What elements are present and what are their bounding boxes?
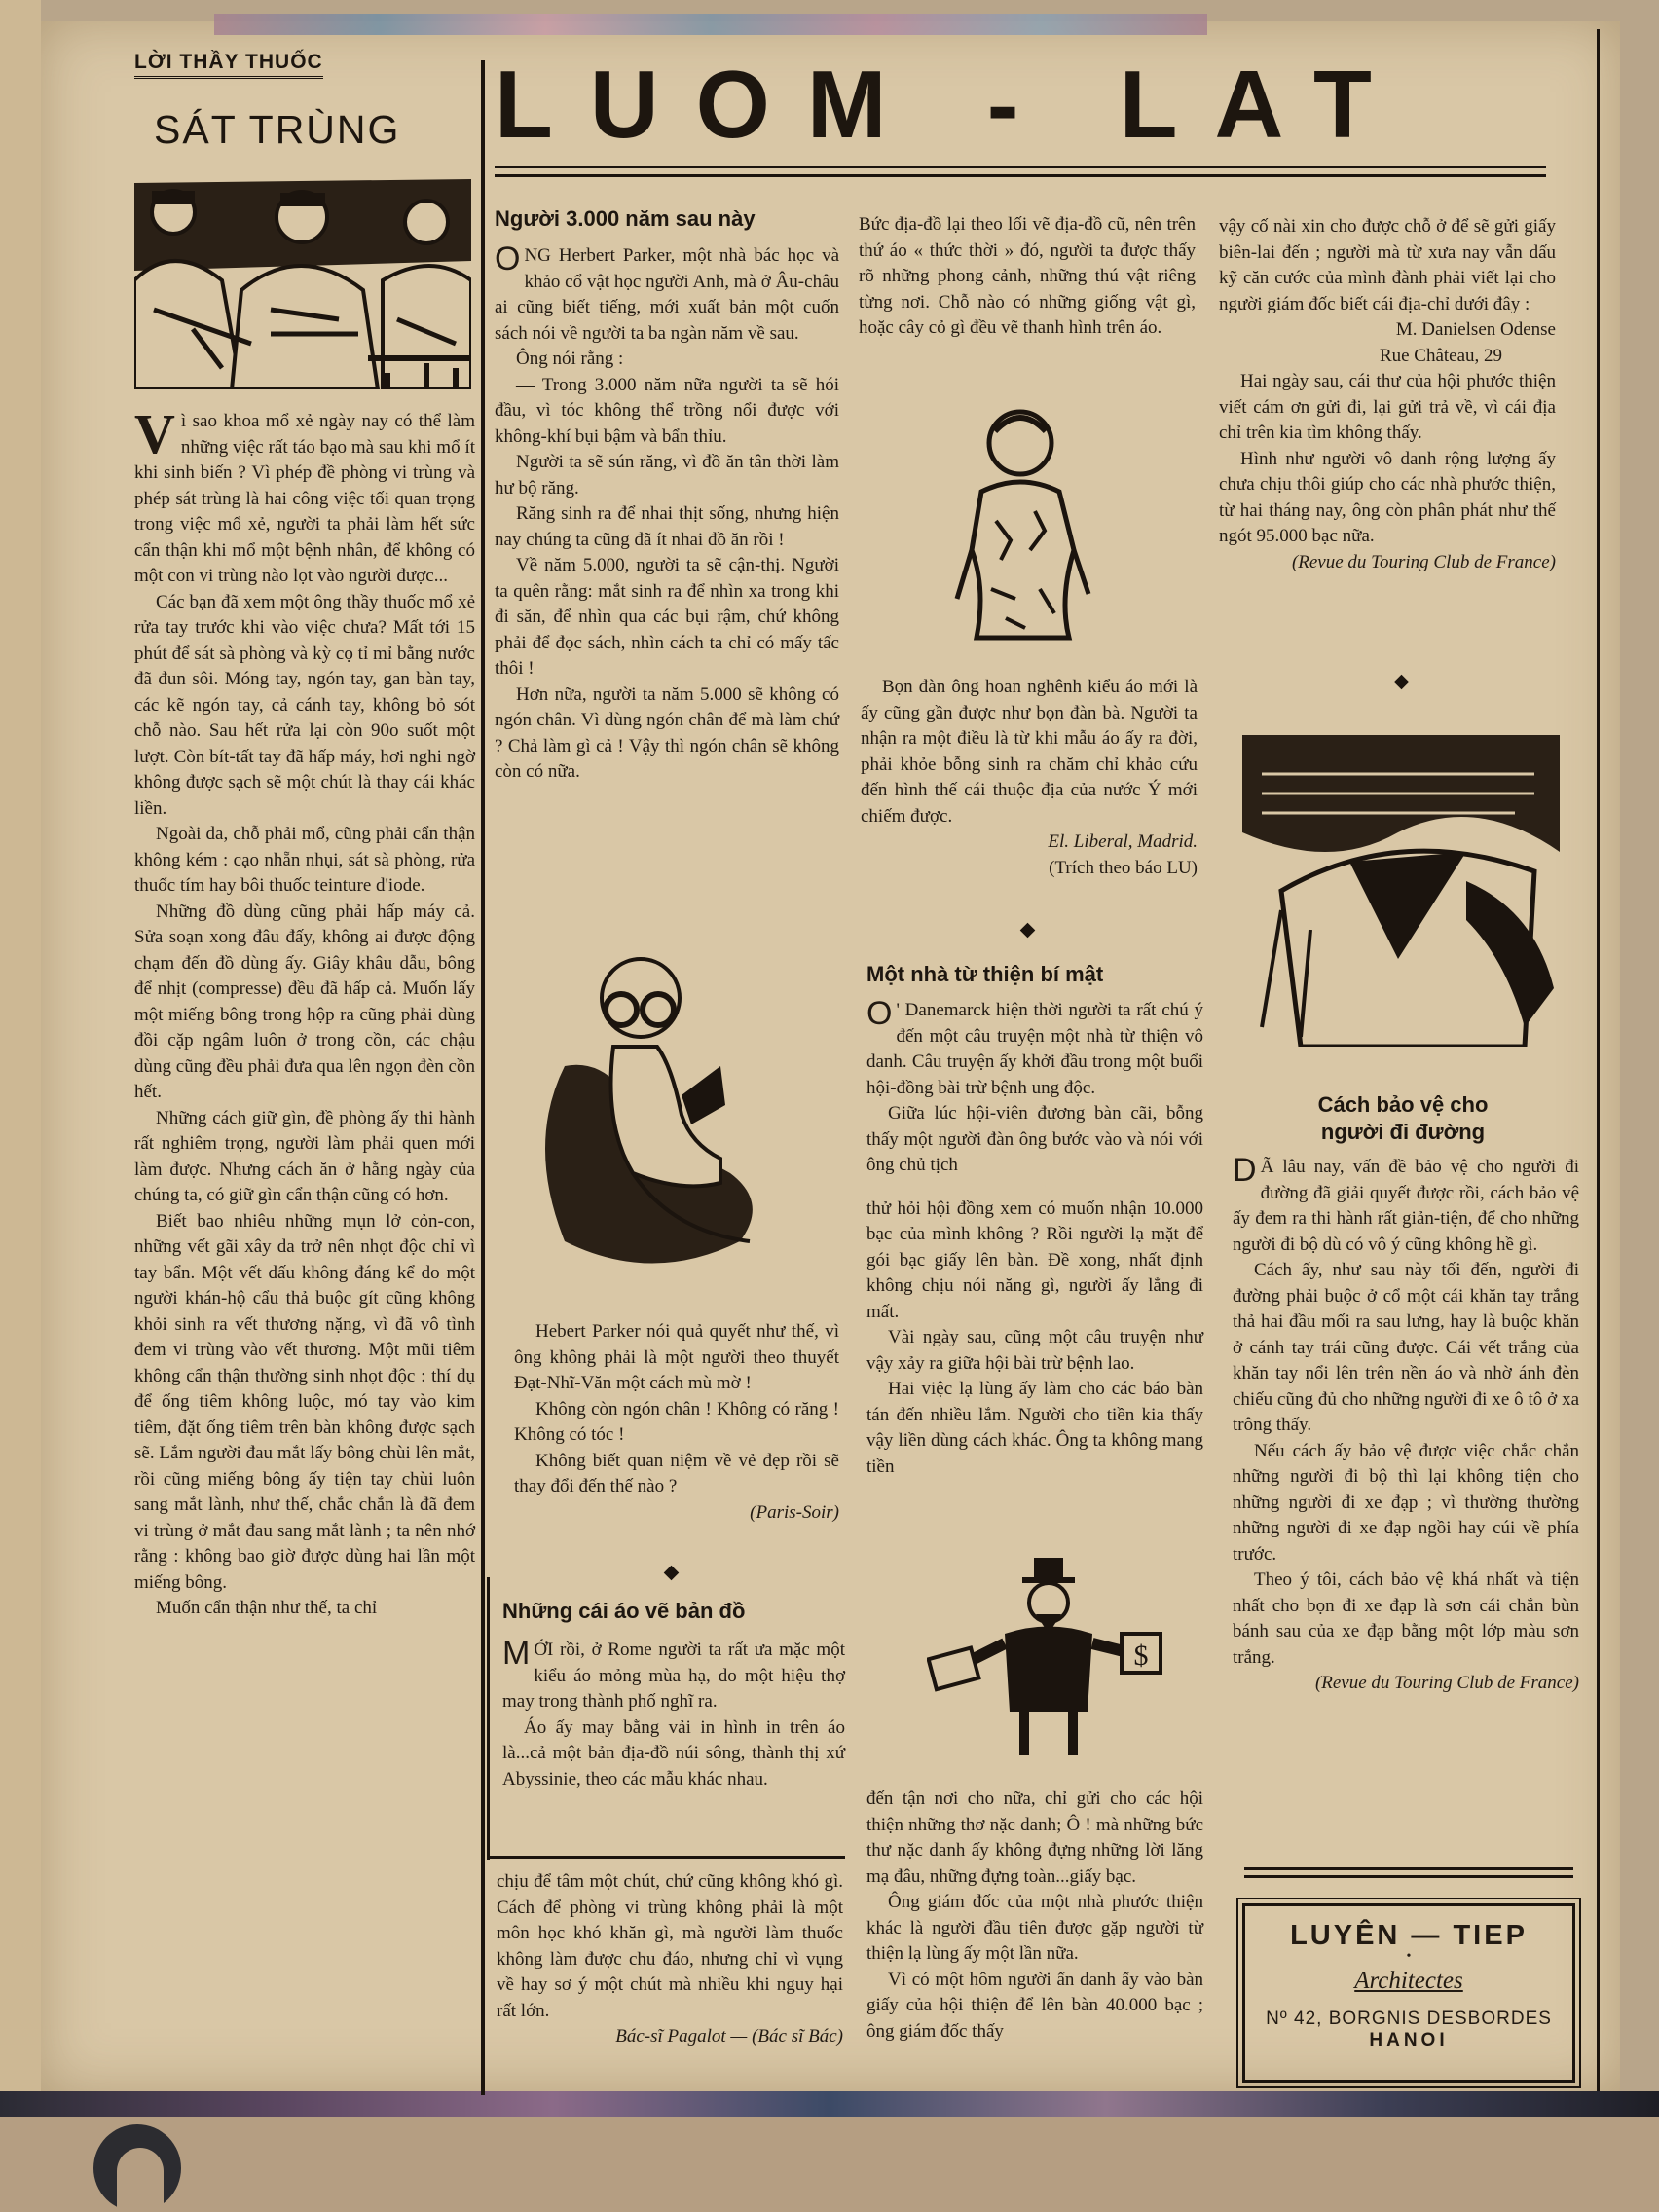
source-paris-soir: (Paris-Soir) bbox=[750, 1501, 839, 1523]
paragraph: vậy cố nài xin cho được chỗ ở để sẽ gửi giấy biên-lai đến ; người mà từ xưa nay vẫn dấu kỹ căn cước của mình đành phải viết lại cho người giám đốc biết cái địa-chỉ dưới đây : bbox=[1219, 216, 1556, 314]
paragraph: Hebert Parker nói quả quyết như thế, vì ông không phải là một người theo thuyết Đạt-Nhĩ-Văn một cách mù mờ ! bbox=[514, 1321, 839, 1393]
paragraph: Những cách giữ gìn, đề phòng ấy thi hành rất nghiêm trọng, người làm phải quen mới làm được. Nhưng cách ăn ở hằng ngày của chúng ta, có giữ gìn cẩn thận cũng có hơn. bbox=[134, 1107, 475, 1205]
article-title-bao-ve-line2: người đi đường bbox=[1320, 1120, 1486, 1144]
column-rule-1 bbox=[481, 60, 485, 2095]
article-body-ao-ban-do-cont2 bbox=[861, 675, 1198, 881]
paragraph: ì sao khoa mổ xẻ ngày nay có thể làm những việc rất táo bạo mà sau khi mổ ít khi sinh biến ? Vì phép đề phòng vi trùng và phép sát trùng là hai công việc tối quan trọng trong việc mổ xẻ, người ta phải làm hết sức cẩn thận khi mổ một bệnh nhân, để không có một con vi trùng nào lọt vào người được... bbox=[134, 411, 475, 586]
column-kicker: LỜI THẦY THUỐC bbox=[134, 51, 323, 79]
paragraph: Hai ngày sau, cái thư của hội phước thiện viết cám ơn gửi đi, lại gửi trả về, vì cái địa chỉ trên kia tìm không thấy. bbox=[1219, 371, 1556, 443]
desk-surface bbox=[0, 2117, 1659, 2212]
ad-dot: • bbox=[1406, 1949, 1412, 1964]
masthead-wavy-rule bbox=[495, 166, 1546, 177]
paragraph: Ã lâu nay, vấn đề bảo vệ cho người đi đường đã giải quyết được rồi, cách bảo vệ ấy đem ra thi hành rất giản-tiện, để cho những người đi bộ dù có vô ý cũng không hề gì. bbox=[1233, 1157, 1579, 1255]
dropcap-v: V bbox=[134, 402, 175, 465]
paragraph: đến tận nơi cho nữa, chỉ gửi cho các hội thiện những thơ nặc danh; Ô ! mà những bức thư nặc danh ấy không đựng những lời lăng mạ đâu, những đựng toàn...giấy bạc. bbox=[866, 1788, 1203, 1887]
paragraph: Muốn cẩn thận như thế, ta chỉ bbox=[156, 1598, 378, 1618]
paragraph: Hơn nữa, người ta năm 5.000 sẽ không có ngón chân. Vì dùng ngón chân để mà làm chứ ? Chả làm gì cả ! Vậy thì ngón chân sẽ không còn có nữa. bbox=[495, 683, 839, 782]
source-trich-lu: (Trích theo báo LU) bbox=[1049, 857, 1198, 878]
column-rule-4 bbox=[1597, 29, 1600, 2091]
page-edge bbox=[0, 0, 41, 2103]
paragraph: Ông nói rằng : bbox=[516, 349, 624, 369]
paragraph: Biết bao nhiêu những mụn lở cỏn-con, những vết gãi xây da trở nên nhọt độc chỉ vì tay bẩn. Một vết dấu không đáng kể do một người khán-hộ cẩu thả buộc gít cũng không khỏi sinh ra vết thương nặng, vì đã vô tình đem vi trùng vào vết thương. Một mũi tiêm không cẩn thận thường sinh nhọt độc : thí dụ để ống tiêm không luộc, mó tay vào kim tiêm, đặt ống tiêm trên bàn không được sạch sẽ. Lắm người đau mắt lấy bông chùi lên mắt, rồi cũng miếng bông ấy tiện tay chùi luôn sang mắt lành, như thế, chắc chắn là đã đem vi trùng ở mắt đau sang mắt lành ; ta nên nhớ rằng : không bao giờ được dùng hai lần một miếng bông. bbox=[134, 1210, 475, 1593]
paragraph: Vì có một hôm người ẩn danh ấy vào bàn giấy của hội thiện để lên bàn 40.000 bạc ; ông giám đốc thấy bbox=[866, 1969, 1203, 2042]
source-bac-si: Bác-sĩ Pagalot — (Bác sĩ Bác) bbox=[615, 2026, 843, 2046]
marbled-binding-bottom bbox=[0, 2091, 1659, 2117]
article-body-ao-ban-do bbox=[502, 1635, 845, 1792]
paragraph: Hai việc lạ lùng ấy làm cho các báo bàn tán đến nhiều lắm. Người cho tiền kia thấy vậy liền dùng cách khác. Ông ta không mang tiền bbox=[866, 1379, 1203, 1477]
article-body-ao-ban-do-cont bbox=[859, 212, 1196, 342]
article-body-tu-thien-cont bbox=[866, 1787, 1203, 2045]
article-title-bao-ve-line1: Cách bảo vệ cho bbox=[1317, 1092, 1489, 1117]
paragraph: Nếu cách ấy bảo vệ được việc chắc chắn những người đi bộ thì lại không tiện cho những người đi xe đạp ; vì thường thường những người đi xe đạp ngồi hay cúi về phía trước. bbox=[1233, 1440, 1579, 1565]
paragraph: Không biết quan niệm về vẻ đẹp rồi sẽ thay đổi đến thế nào ? bbox=[514, 1450, 839, 1496]
article-body-nguoi-3000 bbox=[495, 240, 839, 786]
box-rule-left bbox=[487, 1577, 490, 1860]
binder-ring-hole bbox=[117, 2148, 164, 2212]
paragraph: Bọn đàn ông hoan nghênh kiểu áo mới là ấy cũng gần được như bọn đàn bà. Người ta nhận ra một điều là từ khi mẫu áo ấy ra đời, phải khỏe bỗng sinh ra chăm chỉ khảo cứu đến hình thế cái thuộc địa của nước Ý mới chiếm được. bbox=[861, 677, 1198, 827]
paragraph: Những đồ dùng cũng phải hấp máy cả. Sửa soạn xong đâu đấy, không ai được động chạm đến đồ dùng ấy. Giây khâu dẫu, bông để nhịt (compresse) đều đã hấp cả. Muốn lấy một miếng bông trong hộp ra cũng phải dùng đồi cặp ngâm luôn ở trong cồn, các chậu dùng cũng đều phải đưa qua lên ngọn đèn cồn hết. bbox=[134, 901, 475, 1102]
ad-city: HANOI bbox=[1369, 2030, 1449, 2050]
paragraph: ' Danemarck hiện thời người ta rất chú ý đến một câu truyện một nhà từ thiện vô danh. Câu truyện ấy khởi đầu trong một buổi hội-đồng bài trừ bệnh ung độc. bbox=[866, 1000, 1203, 1098]
woman-in-map-dress-illustration bbox=[952, 404, 1098, 647]
marbled-binding-top bbox=[214, 14, 1207, 35]
address-line-2: Rue Château, 29 bbox=[1379, 345, 1503, 366]
article-body-sat-trung-cont bbox=[497, 1869, 843, 2050]
article-body-sat-trung bbox=[134, 402, 475, 1622]
ad-role: Architectes bbox=[1354, 1968, 1463, 1994]
paragraph: Vài ngày sau, cũng một câu truyện như vậy xảy ra giữa hội bài trừ bệnh lao. bbox=[866, 1327, 1203, 1374]
man-with-banknotes-illustration bbox=[927, 1556, 1170, 1760]
source-el-liberal: El. Liberal, Madrid. bbox=[1048, 831, 1198, 852]
svg-text:$: $ bbox=[1133, 1640, 1149, 1672]
article-title-ao-ban-do: Những cái áo vẽ bản đồ bbox=[502, 1599, 746, 1623]
architects-advertisement bbox=[1242, 1903, 1575, 2083]
article-title-nguoi-3000: Người 3.000 năm sau này bbox=[495, 206, 756, 231]
paragraph: NG Herbert Parker, một nhà bác học và khảo cổ vật học người Anh, mà ở Âu-châu ai cũng biết tiếng, mới xuất bản một cuốn sách nói về người ta ba ngàn năm về sau. bbox=[495, 245, 839, 344]
paragraph: Hình như người vô danh rộng lượng ấy chưa chịu thôi giúp cho các nhà phước thiện, từ hai tháng nay, ông còn phân phát như thế ngót 95.000 bạc nữa. bbox=[1219, 448, 1556, 546]
dropcap-o: O bbox=[866, 995, 893, 1032]
paragraph: thử hỏi hội đồng xem có muốn nhận 10.000 bạc của mình không ? Rồi người lạ mặt để gói bạc giấy lên bàn. Đề xong, nhất định không chịu nói năng gì, người ấy lẳng đi mất. bbox=[866, 1198, 1203, 1322]
paragraph: Răng sinh ra để nhai thịt sống, nhưng hiện nay chúng ta cũng đã ít nhai đồ ăn rồi ! bbox=[495, 503, 839, 550]
cyclist-with-scarf-illustration bbox=[1242, 735, 1560, 1047]
source-revue-touring: (Revue du Touring Club de France) bbox=[1314, 1673, 1579, 1693]
ad-address: Nº 42, BORGNIS DESBORDES bbox=[1266, 2009, 1552, 2029]
paragraph: Ngoài da, chỗ phải mổ, cũng phải cẩn thận không kém : cạo nhẵn nhụi, sát sà phòng, rửa thuốc tím hay bôi thuốc teinture d'iode. bbox=[134, 824, 475, 896]
paragraph: chịu để tâm một chút, chứ cũng không khó gì. Cách để phòng vi trùng không phải là một môn học khó khăn gì, mà người làm thuốc không làm được chu đáo, nhưng chỉ vì vụng về hay sơ ý một chút mà nhiều khi nguy hại rất lớn. bbox=[497, 1871, 843, 2021]
article-body-tu-thien bbox=[866, 995, 1203, 1480]
paragraph: Bức địa-đồ lại theo lối vẽ địa-đồ cũ, nên trên thứ áo « thức thời » đó, người ta được thấy rõ những phong cảnh, những thú vật riêng từng nơi. Chỗ nào có những giống vật gì, hoặc cây cỏ gì đều vẽ thanh hình trên áo. bbox=[859, 214, 1196, 338]
paragraph: Áo ấy may bằng vải in hình in trên áo là...cả một bản địa-đồ núi sông, thành thị xứ Abyssinie, theo các mẫu khác nhau. bbox=[502, 1716, 845, 1789]
dropcap-o: O bbox=[495, 240, 521, 277]
paragraph: Về năm 5.000, người ta sẽ cận-thị. Người ta quên rằng: mắt sinh ra để nhìn xa trong khi đi săn, để nhìn qua các bụi rậm, chứ không phải để đọc sách, nhìn cách ta chỉ có mấy tấc thôi ! bbox=[495, 555, 839, 679]
paragraph: ỚI rồi, ở Rome người ta rất ưa mặc một kiểu áo mỏng mùa hạ, do một hiệu thợ may trong thành phố nghĩ ra. bbox=[502, 1640, 845, 1712]
source-miroir-du-monde: (Revue du Touring Club de France) bbox=[1291, 551, 1556, 572]
ad-name: LUYÊN — TIEP bbox=[1290, 1920, 1528, 1951]
bald-man-reading-illustration bbox=[526, 949, 818, 1285]
masthead-title: LUOM - LAT bbox=[495, 51, 1409, 158]
paragraph: Giữa lúc hội-viên đương bàn cãi, bỗng thấy một người đàn ông bước vào và nói với ông chủ tịch bbox=[866, 1103, 1203, 1175]
article-title-tu-thien: Một nhà từ thiện bí mật bbox=[866, 962, 1104, 986]
article-body-tu-thien-cont2 bbox=[1219, 214, 1556, 575]
paragraph: Không còn ngón chân ! Không có răng ! Không có tóc ! bbox=[514, 1398, 839, 1445]
paragraph: Người ta sẽ sún răng, vì đồ ăn tân thời làm hư bộ răng. bbox=[495, 452, 839, 498]
box-rule-bottom bbox=[487, 1856, 845, 1859]
article-title-sat-trung: SÁT TRÙNG bbox=[154, 107, 401, 152]
wavy-rule-ad bbox=[1244, 1867, 1573, 1878]
paragraph: Cách ấy, như sau này tối đến, người đi đường phải buộc ở cổ một cái khăn tay trắng thả hai đầu mối ra sau lưng, hay là buộc khăn ở cánh tay trái cũng được. Cái vết trắng của khăn tay nổi lên trên nền áo và nhờ ánh đèn chiếu cũng đủ cho những người đi xe ô tô ở xa trông thấy. bbox=[1233, 1260, 1579, 1435]
dropcap-m: M bbox=[502, 1635, 531, 1672]
paragraph: Ông giám đốc của một nhà phước thiện khác là người đầu tiên được gặp người từ thiện lạ lùng ấy một lần nữa. bbox=[866, 1892, 1203, 1964]
dropcap-d: D bbox=[1233, 1152, 1257, 1189]
paragraph: Theo ý tôi, cách bảo vệ khá nhất và tiện nhất cho bọn đi xe đạp là sơn cái chắn bùn bánh sau của xe đạp bằng một lớp màu sơn trắng. bbox=[1233, 1569, 1579, 1668]
paragraph: Các bạn đã xem một ông thầy thuốc mổ xẻ rửa tay trước khi vào việc chưa? Mất tới 15 phút để sát sà phòng và kỳ cọ tỉ mỉ bằng nước đã đun sôi. Móng tay, ngón tay, gan bàn tay, các kẽ ngón tay, cả cánh tay, không bỏ sót chỗ nào. Sau hết rửa lại còn 90o suốt một lượt. Còn bít-tất tay đã hấp máy, hơi nghi ngờ không được sạch sẽ một chút là thay cái khác liền. bbox=[134, 591, 475, 819]
article-body-bao-ve bbox=[1233, 1152, 1579, 1697]
address-line-1: M. Danielsen Odense bbox=[1395, 319, 1556, 340]
paragraph: — Trong 3.000 năm nữa người ta sẽ hói đầu, vì tóc không thể trồng nổi được với không-khí bụi bậm và bẩn thỉu. bbox=[495, 374, 839, 447]
article-body-nguoi-3000-cont bbox=[514, 1319, 839, 1526]
surgeons-illustration bbox=[134, 173, 471, 389]
